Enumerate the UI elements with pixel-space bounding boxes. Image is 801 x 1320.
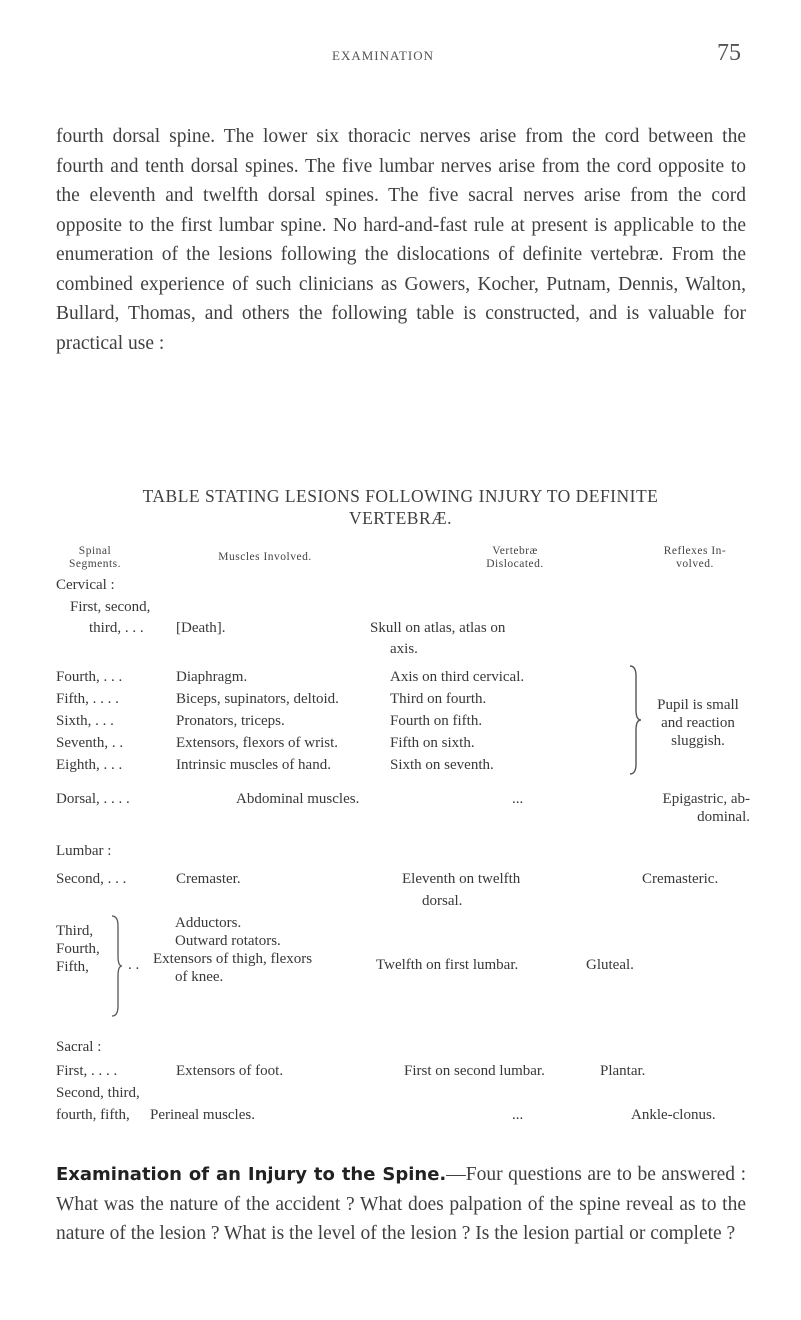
- vertebrae-eighth: Sixth on seventh.: [390, 757, 494, 773]
- vertebrae-fifth: Third on fourth.: [390, 691, 487, 707]
- lumbar-group-muscles: [153, 914, 312, 986]
- col1-header-line2: Segments.: [68, 558, 122, 570]
- col-header-spinal-segments: [50, 545, 140, 571]
- running-head: EXAMINATION: [332, 48, 434, 63]
- reflex-ankle-clonus: Ankle-clonus.: [631, 1107, 716, 1123]
- vertebrae-dorsal: ...: [512, 791, 524, 807]
- muscle-dorsal: Abdominal muscles.: [236, 791, 360, 807]
- vertebrae-first-on-second: First on second lumbar.: [404, 1063, 545, 1079]
- segment-sacral-rest-line1: Second, third,: [56, 1085, 140, 1101]
- segment-lumbar-third: Third,: [56, 923, 94, 939]
- muscle-perineal: Perineal muscles.: [150, 1107, 255, 1123]
- reflex-dorsal-line1: Epigastric, ab-: [662, 791, 750, 807]
- segment-sacral-first: First, . . . .: [56, 1063, 118, 1079]
- col4-header-line2: volved.: [676, 558, 714, 570]
- muscle-extensors-thigh: Extensors of thigh, flexors: [153, 951, 313, 967]
- segment-lumbar-second: Second, . . .: [56, 871, 127, 887]
- segment-first-line2: third, . . .: [89, 620, 144, 636]
- page-number: 75: [717, 40, 741, 66]
- vertebrae-skull-line1: Skull on atlas, atlas on: [370, 620, 506, 636]
- segment-sacral-rest-line2: fourth, fifth,: [56, 1107, 130, 1123]
- table-title-line2: VERTEBRÆ.: [348, 508, 453, 528]
- muscle-outward-rotators: Outward rotators.: [175, 933, 281, 949]
- vertebrae-sacral-rest: ...: [512, 1107, 524, 1123]
- lumbar-group-segments: [56, 922, 100, 976]
- section-label-lumbar: Lumbar :: [56, 843, 112, 859]
- reflex-dorsal: [634, 790, 750, 826]
- col1-header-line1: Spinal: [78, 545, 112, 557]
- intro-text: fourth dorsal spine. The lower six thoracic nerves arise from the cord between the fourth and tenth dorsal spines. The five lumbar nerves arise from the cord opposite to the eleventh and twelfth dorsal spines. The five sacral nerves arise from the cord opposite to the first lumbar spine. No hard-and-fast rule at present is applicable to the enumeration of the lesions following the dislocations of definite vertebræ. From the combined experience of such clinicians as Gowers, Kocher, Putnam, Dennis, Walton, Bullard, Thomas, and others the following table is constructed, and is valuable for practical use :: [56, 126, 746, 354]
- section-heading: Examination of an Injury to the Spine.: [56, 1164, 447, 1185]
- section-text: —Four questions are to be answered : What was the nature of the accident ? What does palpation of the spine reveal as to the nature of the lesion ? What is the level of the lesion ? Is the lesion partial or complete ?: [56, 1164, 746, 1244]
- muscle-sixth: Pronators, triceps.: [176, 713, 285, 729]
- vertebrae-twelfth: Twelfth on first lumbar.: [376, 957, 519, 973]
- table-title-line1: TABLE STATING LESIONS FOLLOWING INJURY TO DEFINITE: [142, 486, 659, 506]
- segment-sixth: Sixth, . . .: [56, 713, 114, 729]
- segment-fifth: Fifth, . . . .: [56, 691, 119, 707]
- muscle-death: [Death].: [176, 620, 226, 636]
- vertebrae-seventh: Fifth on sixth.: [390, 735, 475, 751]
- reflex-plantar: Plantar.: [600, 1063, 646, 1079]
- vertebrae-eleventh-line1: Eleventh on twelfth: [402, 871, 521, 887]
- section-label-cervical: Cervical :: [56, 577, 115, 593]
- segment-fourth: Fourth, . . .: [56, 669, 123, 685]
- segment-first-line1: First, second,: [70, 599, 151, 615]
- reflex-cremasteric: Cremasteric.: [642, 871, 719, 887]
- reflex-dorsal-line2: dominal.: [697, 809, 750, 825]
- segment-lumbar-fifth: Fifth,: [56, 959, 89, 975]
- reflex-pupil-line2: and reaction: [661, 715, 735, 731]
- muscle-seventh: Extensors, flexors of wrist.: [176, 735, 339, 751]
- intro-paragraph: [56, 122, 746, 358]
- vertebrae-fourth: Axis on third cervical.: [390, 669, 525, 685]
- muscle-eighth: Intrinsic muscles of hand.: [176, 757, 331, 773]
- brace-cervical-reflex: [626, 664, 642, 776]
- examination-section: [56, 1160, 746, 1249]
- segment-lumbar-fourth: Fourth,: [56, 941, 100, 957]
- segment-eighth: Eighth, . . .: [56, 757, 123, 773]
- col-header-reflexes: [640, 545, 750, 571]
- muscle-of-knee: of knee.: [175, 969, 224, 985]
- vertebrae-sixth: Fourth on fifth.: [390, 713, 483, 729]
- col-header-muscles: Muscles Involved.: [218, 551, 312, 563]
- muscle-extensors-foot: Extensors of foot.: [176, 1063, 284, 1079]
- reflex-pupil: [648, 696, 748, 750]
- muscle-cremaster: Cremaster.: [176, 871, 241, 887]
- col3-header-line1: Vertebræ: [492, 545, 538, 557]
- lumbar-group-dots: . .: [128, 957, 140, 973]
- muscle-fifth: Biceps, supinators, deltoid.: [176, 691, 339, 707]
- vertebrae-eleventh-line2: dorsal.: [422, 893, 463, 909]
- reflex-pupil-line3: sluggish.: [671, 733, 725, 749]
- col-header-vertebrae: [430, 545, 600, 571]
- reflex-gluteal: Gluteal.: [586, 957, 634, 973]
- col3-header-line2: Dislocated.: [486, 558, 544, 570]
- section-label-sacral: Sacral :: [56, 1039, 102, 1055]
- reflex-pupil-line1: Pupil is small: [657, 697, 739, 713]
- muscle-adductors: Adductors.: [175, 915, 242, 931]
- segment-dorsal: Dorsal, . . . .: [56, 791, 130, 807]
- segment-seventh: Seventh, . .: [56, 735, 124, 751]
- muscle-fourth: Diaphragm.: [176, 669, 248, 685]
- vertebrae-skull-line2: axis.: [390, 641, 418, 657]
- brace-lumbar-group: [110, 914, 124, 1018]
- col4-header-line1: Reflexes In-: [663, 545, 727, 557]
